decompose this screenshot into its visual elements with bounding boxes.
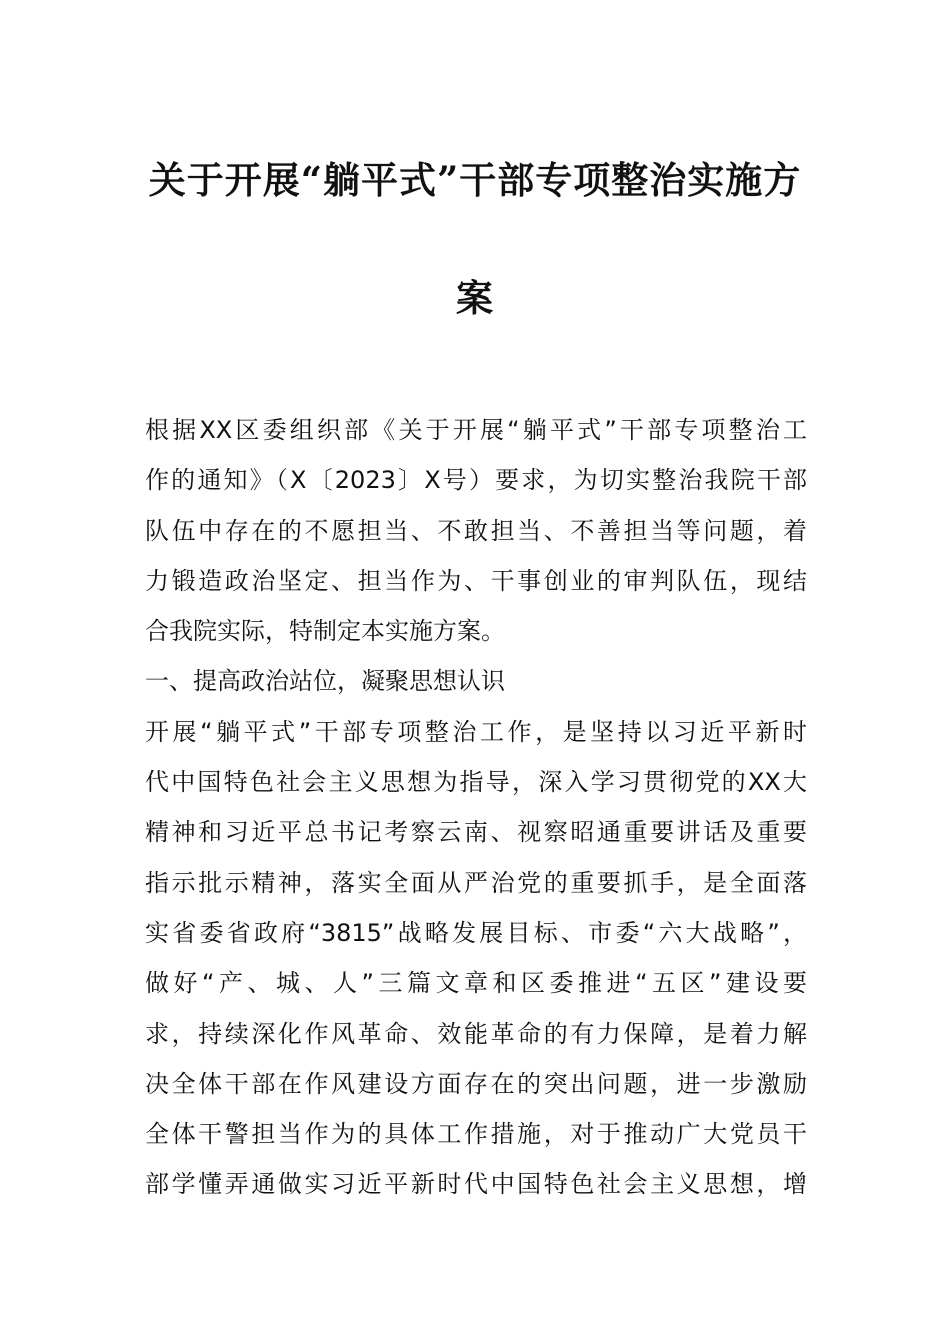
body-line: 开展“躺平式”干部专项整治工作，是坚持以习近平新时 — [145, 717, 807, 746]
body-line: 决全体干部在作风建设方面存在的突出问题，进一步激励 — [145, 1069, 807, 1098]
section-heading: 一、提高政治站位，凝聚思想认识 — [145, 667, 505, 696]
body-line: 求，持续深化作风革命、效能革命的有力保障，是着力解 — [145, 1019, 807, 1048]
body-line: 全体干警担当作为的具体工作措施，对于推动广大党员干 — [145, 1120, 807, 1149]
document-body — [145, 411, 807, 1216]
document-title-line-2: 案 — [456, 276, 494, 320]
body-line: 实省委省政府“3815”战略发展目标、市委“六大战略”， — [145, 918, 807, 947]
body-line: 作的通知》（X〔2023〕X号）要求，为切实整治我院干部 — [145, 466, 807, 495]
document-title-line-1: 关于开展“躺平式”干部专项整治实施方 — [148, 158, 802, 202]
body-line: 根据XX区委组织部《关于开展“躺平式”干部专项整治工 — [145, 416, 807, 444]
body-line: 部学懂弄通做实习近平新时代中国特色社会主义思想，增 — [145, 1170, 807, 1199]
body-line: 做好“产、城、人”三篇文章和区委推进“五区”建设要 — [145, 969, 807, 998]
body-line: 代中国特色社会主义思想为指导，深入学习贯彻党的XX大 — [145, 768, 807, 797]
body-line: 指示批示精神，落实全面从严治党的重要抓手，是全面落 — [145, 868, 807, 897]
body-line: 精神和习近平总书记考察云南、视察昭通重要讲话及重要 — [145, 818, 807, 847]
body-line: 合我院实际，特制定本实施方案。 — [145, 617, 505, 646]
body-line: 队伍中存在的不愿担当、不敢担当、不善担当等问题，着 — [145, 516, 807, 545]
body-line: 力锻造政治坚定、担当作为、干事创业的审判队伍，现结 — [145, 566, 807, 595]
